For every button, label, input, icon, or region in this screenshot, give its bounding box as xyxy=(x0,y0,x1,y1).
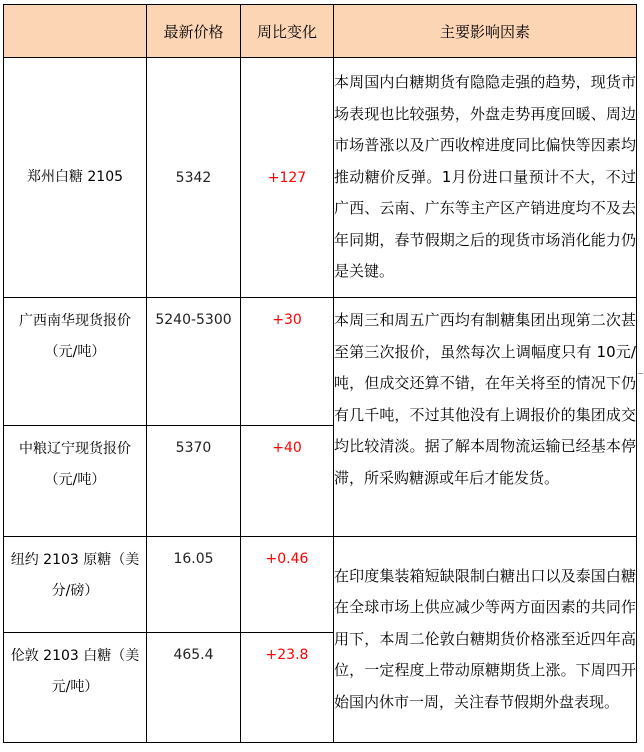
row-name: 郑州白糖 2105 xyxy=(4,58,147,298)
header-change: 周比变化 xyxy=(241,5,334,58)
row-name: 中粮辽宁现货报价（元/吨） xyxy=(4,426,147,537)
table-row xyxy=(4,298,637,426)
table-row xyxy=(4,58,637,298)
row-change: +0.46 xyxy=(241,537,334,633)
row-factor: 本周国内白糖期货有隐隐走强的趋势，现货市场表现也比较强势，外盘走势再度回暖、周边市场普涨以及广西收榨进度同比偏快等因素均推动糖价反弹。1月份进口量预计不大，不过广西、云南、广东等主产区产销进度均不及去年同期，春节假期之后的现货市场消化能力仍是关键。 xyxy=(334,58,637,298)
row-name: 伦敦 2103 白糖（美元/吨） xyxy=(4,633,147,743)
header-row xyxy=(4,5,637,58)
row-price: 5370 xyxy=(147,426,241,537)
row-change: +127 xyxy=(241,58,334,298)
row-change: +23.8 xyxy=(241,633,334,743)
row-name: 广西南华现货报价（元/吨） xyxy=(4,298,147,426)
row-name: 纽约 2103 原糖（美分/磅） xyxy=(4,537,147,633)
row-price: 465.4 xyxy=(147,633,241,743)
edge-marker xyxy=(638,373,643,374)
row-factor: 在印度集装箱短缺限制白糖出口以及泰国白糖在全球市场上供应减少等两方面因素的共同作用下，本周二伦敦白糖期货价格涨至近四年高位，一定程度上带动原糖期货上涨。下周四开始国内休市一周，关注春节假期外盘表现。 xyxy=(334,537,637,743)
table-row xyxy=(4,537,637,633)
row-price: 16.05 xyxy=(147,537,241,633)
row-change: +40 xyxy=(241,426,334,537)
header-price: 最新价格 xyxy=(147,5,241,58)
row-price: 5342 xyxy=(147,58,241,298)
header-factor: 主要影响因素 xyxy=(334,5,637,58)
row-change: +30 xyxy=(241,298,334,426)
row-price: 5240-5300 xyxy=(147,298,241,426)
sugar-market-table xyxy=(3,4,637,743)
row-factor: 本周三和周五广西均有制糖集团出现第二次甚至第三次报价，虽然每次上调幅度只有 10元/吨，但成交还算不错，在年关将至的情况下仍有几千吨，不过其他没有上调报价的集团成交均比较清淡。据了解本周物流运输已经基本停滞，所采购糖源或年后才能发货。 xyxy=(334,298,637,537)
header-name xyxy=(4,5,147,58)
